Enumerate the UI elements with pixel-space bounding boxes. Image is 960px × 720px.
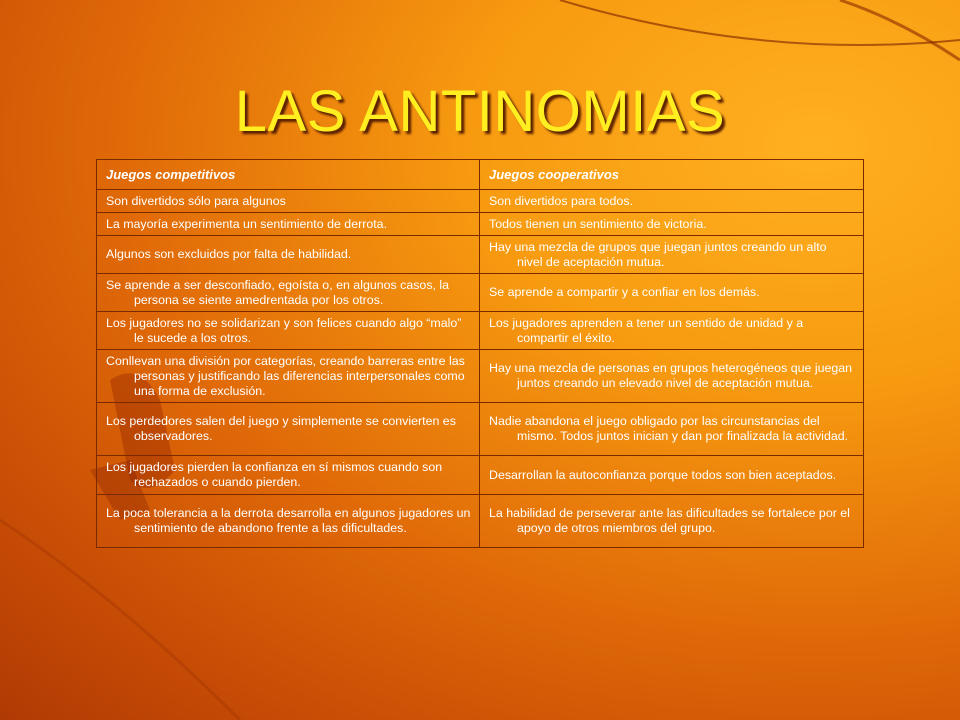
- cell-text: Hay una mezcla de grupos que juegan juntos creando un alto nivel de aceptación mutua.: [489, 239, 827, 269]
- cell-text: Se aprende a compartir y a confiar en los demás.: [489, 285, 760, 299]
- cell-competitive: [97, 312, 480, 350]
- table-row: [97, 236, 864, 274]
- cell-text: Los perdedores salen del juego y simplemente se convierten es observadores.: [106, 414, 456, 443]
- cell-cooperative: [480, 274, 864, 312]
- table-header-row: [97, 160, 864, 190]
- table-row: [97, 456, 864, 495]
- cell-text: La poca tolerancia a la derrota desarrolla en algunos jugadores un sentimiento de abandono frente a las dificultades.: [106, 506, 471, 535]
- cell-cooperative: [480, 312, 864, 350]
- slide-title: LAS ANTINOMIAS: [234, 79, 726, 144]
- cell-text: Desarrollan la autoconfianza porque todos son bien aceptados.: [489, 467, 837, 482]
- cell-cooperative: [480, 350, 864, 403]
- cell-text: Todos tienen un sentimiento de victoria.: [489, 216, 707, 231]
- table-row: [97, 274, 864, 312]
- header-competitive: Juegos competitivos: [97, 160, 480, 190]
- cell-competitive: [97, 236, 480, 274]
- cell-cooperative: [480, 495, 864, 548]
- cell-text: Son divertidos sólo para algunos: [106, 193, 286, 208]
- cell-text: Conllevan una división por categorías, creando barreras entre las personas y justificando las diferencias interpersonales como una forma de exclusión.: [106, 353, 465, 398]
- table-row: [97, 495, 864, 548]
- cell-text: La habilidad de perseverar ante las dificultades se fortalece por el apoyo de otros miembros del grupo.: [489, 506, 850, 535]
- cell-text: Los jugadores aprenden a tener un sentido de unidad y a compartir el éxito.: [489, 315, 804, 345]
- cell-text: Son divertidos para todos.: [489, 193, 633, 208]
- cell-cooperative: [480, 456, 864, 495]
- table-row: [97, 403, 864, 456]
- cell-competitive: [97, 213, 480, 236]
- cell-competitive: [97, 274, 480, 312]
- table-row: [97, 312, 864, 350]
- cell-competitive: [97, 190, 480, 213]
- cell-text: Se aprende a ser desconfiado, egoísta o, en algunos casos, la persona se siente amedrentada por los otros.: [106, 277, 450, 307]
- cell-competitive: [97, 456, 480, 495]
- cell-text: Hay una mezcla de personas en grupos heterogéneos que juegan juntos creando un elevado nivel de aceptación mutua.: [489, 361, 853, 390]
- cell-cooperative: [480, 236, 864, 274]
- cell-text: La mayoría experimenta un sentimiento de derrota.: [106, 216, 388, 231]
- comparison-table: [96, 159, 864, 548]
- cell-text: Algunos son excluidos por falta de habilidad.: [106, 247, 352, 261]
- cell-competitive: [97, 495, 480, 548]
- cell-cooperative: [480, 190, 864, 213]
- cell-text: Los jugadores no se solidarizan y son felices cuando algo “malo” le sucede a los otros.: [106, 315, 462, 345]
- cell-competitive: [97, 350, 480, 403]
- header-cooperative: Juegos cooperativos: [480, 160, 864, 190]
- table-row: [97, 213, 864, 236]
- cell-competitive: [97, 403, 480, 456]
- cell-cooperative: [480, 213, 864, 236]
- table-row: [97, 350, 864, 403]
- cell-text: Los jugadores pierden la confianza en sí mismos cuando son rechazados o cuando pierden.: [106, 460, 443, 489]
- cell-text: Nadie abandona el juego obligado por las circunstancias del mismo. Todos juntos inician y dan por finalizada la actividad.: [489, 414, 849, 443]
- cell-cooperative: [480, 403, 864, 456]
- table-row: [97, 190, 864, 213]
